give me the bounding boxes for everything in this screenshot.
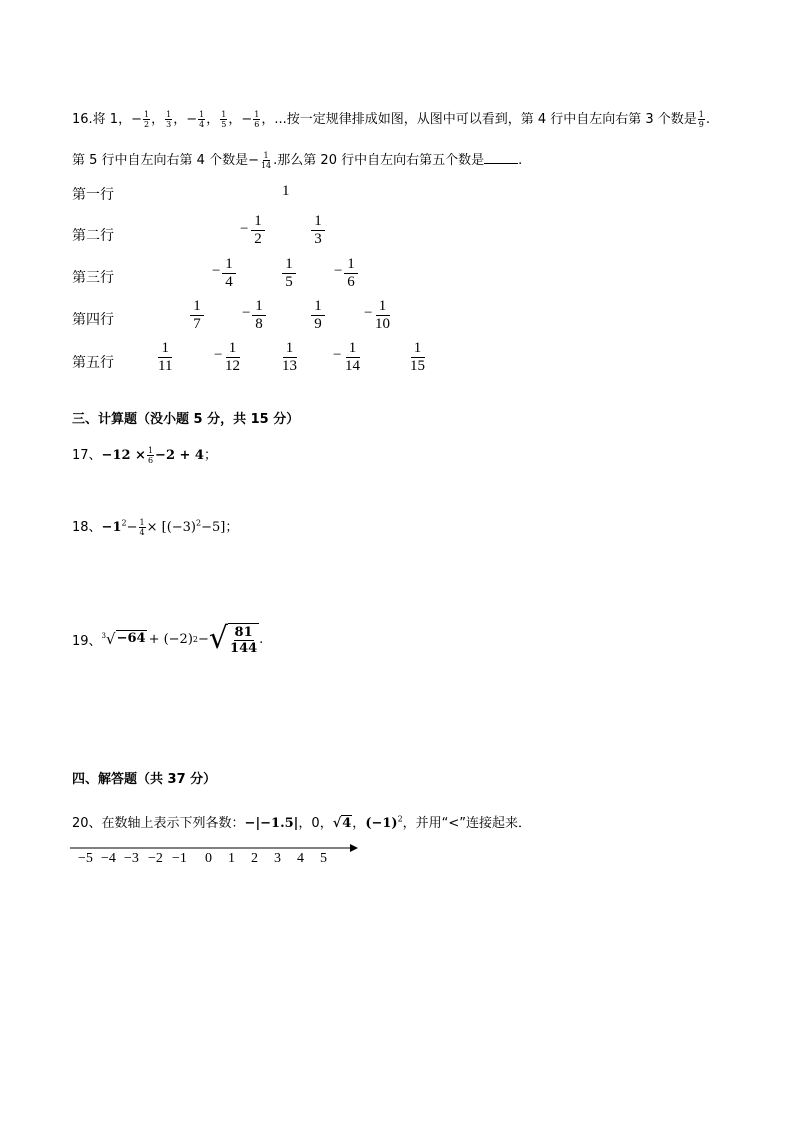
seq-fraction: $\frac{1}{3}$ <box>166 110 172 129</box>
minus-sign: − <box>333 347 342 363</box>
seq-fraction: $\frac{1}{6}$ <box>254 110 260 129</box>
q17-end: ； <box>203 448 217 463</box>
q16-line2-fraction: $\frac{1}{14}$ <box>260 151 272 170</box>
q18-minus: − <box>126 520 138 535</box>
triangle-fraction: $\frac{1}{9}$ <box>311 298 325 333</box>
q18-end: ； <box>225 520 239 535</box>
root-index: 3 <box>101 632 107 640</box>
q16-line2 <box>72 149 522 170</box>
seq-fraction: $\frac{1}{4}$ <box>199 110 205 129</box>
tick-label: 5 <box>320 851 327 866</box>
tick-label: 0 <box>205 851 212 866</box>
tick-label: −3 <box>124 851 139 866</box>
q20-value-4: (−1) <box>365 816 398 831</box>
q20-sep: ，0， <box>298 816 333 831</box>
row-label: 第一行 <box>72 187 114 203</box>
q18-fraction: $\frac{1}{4}$ <box>139 518 145 537</box>
q16-mid: ，...按一定规律排成如图，从图中可以看到，第 4 行中自左向右第 3 个数是 <box>261 112 697 127</box>
triangle-fraction: $\frac{1}{3}$ <box>311 213 325 248</box>
question-text: 20、在数轴上表示下列各数： <box>72 816 245 831</box>
triangle-fraction: $\frac{1}{6}$ <box>344 256 358 291</box>
q18-exponent-2: 2 <box>196 518 202 528</box>
q17-fraction: $\frac{1}{6}$ <box>147 446 154 465</box>
q18 <box>72 516 238 537</box>
seq-sign: − <box>131 112 142 127</box>
minus-sign: − <box>214 347 223 363</box>
sqrt-denominator: 144 <box>230 640 258 656</box>
tick-label: −1 <box>172 851 187 866</box>
row-label: 第五行 <box>72 355 114 371</box>
radical-sign: √ <box>208 621 229 656</box>
section-title: 四、解答题（共 37 分） <box>72 772 217 787</box>
q17 <box>72 444 217 465</box>
q19-term-b: + (−2) <box>148 631 193 647</box>
q20-sep: ， <box>352 816 366 831</box>
tick-label: 1 <box>228 851 235 866</box>
q16-line2-suffix: .那么第 20 行中自左向右第五个数是 <box>273 153 485 168</box>
tick-label: 2 <box>251 851 258 866</box>
answer-blank <box>484 152 518 164</box>
triangle-fraction: $\frac{1}{11}$ <box>158 340 173 374</box>
q17-term-a: −12 × <box>101 448 146 463</box>
radicand: −64 <box>116 631 146 646</box>
triangle-number: 1 <box>282 183 290 199</box>
radical-sign: √ <box>106 630 116 648</box>
row-label: 第四行 <box>72 312 114 328</box>
q20-value-1: −|−1.5| <box>244 816 299 831</box>
triangle-fraction: $\frac{1}{5}$ <box>282 256 296 291</box>
question-number: 17、 <box>72 448 102 463</box>
triangle-fraction: $\frac{1}{8}$ <box>252 298 266 333</box>
q19 <box>72 622 263 656</box>
seq-fraction: $\frac{1}{2}$ <box>143 110 150 129</box>
q18-term-b: × [(−3) <box>146 520 196 535</box>
triangle-fraction: $\frac{1}{10}$ <box>375 298 390 332</box>
q18-exponent: 2 <box>121 518 127 528</box>
q16-line1: 16.将 1，− $\frac{1}{2}$ ， $\frac{1}{3}$ ，− $\frac{1}{4}$ ， $\frac{1}{5}$ ，− $\frac{1}{6}$ ，...按一定规律排成如图，从图中可以看到，第 4 行中自左向右第 3 个数是 $\frac{1}{9}$ . <box>72 110 711 129</box>
cube-root <box>102 630 147 648</box>
q18-term-c: −5] <box>201 520 226 535</box>
triangle-fraction: $\frac{1}{4}$ <box>222 256 236 291</box>
q19-end: . <box>259 631 264 647</box>
sqrt-value: √4 <box>332 816 352 831</box>
triangle-fraction: $\frac{1}{2}$ <box>251 213 265 248</box>
seq-fraction: $\frac{1}{5}$ <box>221 110 227 129</box>
minus-sign: − <box>240 221 249 237</box>
q16-line2-prefix: 第 5 行中自左向右第 4 个数是− <box>72 153 259 168</box>
q20-tail: ，并用“<”连接起来． <box>402 816 532 831</box>
question-number: 18、 <box>72 520 102 535</box>
q20-exponent: 2 <box>397 814 403 824</box>
minus-sign: − <box>212 263 221 279</box>
minus-sign: − <box>334 263 343 279</box>
q16-line1-end: . <box>705 112 711 127</box>
q17-term-b: −2 + 4 <box>155 448 204 463</box>
seq-sign: − <box>241 112 253 127</box>
triangle-fraction: $\frac{1}{13}$ <box>282 340 297 374</box>
tick-label: 3 <box>274 851 281 866</box>
triangle-fraction: $\frac{1}{15}$ <box>410 340 425 374</box>
seq-sign: − <box>186 112 198 127</box>
q19-minus: − <box>198 631 209 647</box>
triangle-fraction: $\frac{1}{7}$ <box>190 298 204 333</box>
tick-label: −5 <box>78 851 93 866</box>
sqrt-numerator: 81 <box>234 624 253 640</box>
q16-answer-fraction: $\frac{1}{9}$ <box>698 110 704 129</box>
q18-term-a: −1 <box>101 520 122 535</box>
tick-label: 4 <box>297 851 304 866</box>
q16-line2-end: . <box>518 153 523 168</box>
square-root <box>209 622 259 656</box>
tick-label: −4 <box>101 851 116 866</box>
arrow-icon <box>350 844 358 852</box>
q19-exponent: 2 <box>192 634 198 644</box>
triangle-fraction: $\frac{1}{14}$ <box>345 340 360 374</box>
section-title: 三、计算题（没小题 5 分，共 15 分） <box>72 412 300 427</box>
row-label: 第二行 <box>72 228 114 244</box>
row-label: 第三行 <box>72 270 114 286</box>
triangle-fraction: $\frac{1}{12}$ <box>225 340 240 374</box>
minus-sign: − <box>242 305 251 321</box>
tick-label: −2 <box>148 851 163 866</box>
question-number: 19、 <box>72 633 102 649</box>
minus-sign: − <box>364 305 373 321</box>
q20 <box>72 812 531 831</box>
q16-prefix: 16.将 1， <box>72 112 132 127</box>
